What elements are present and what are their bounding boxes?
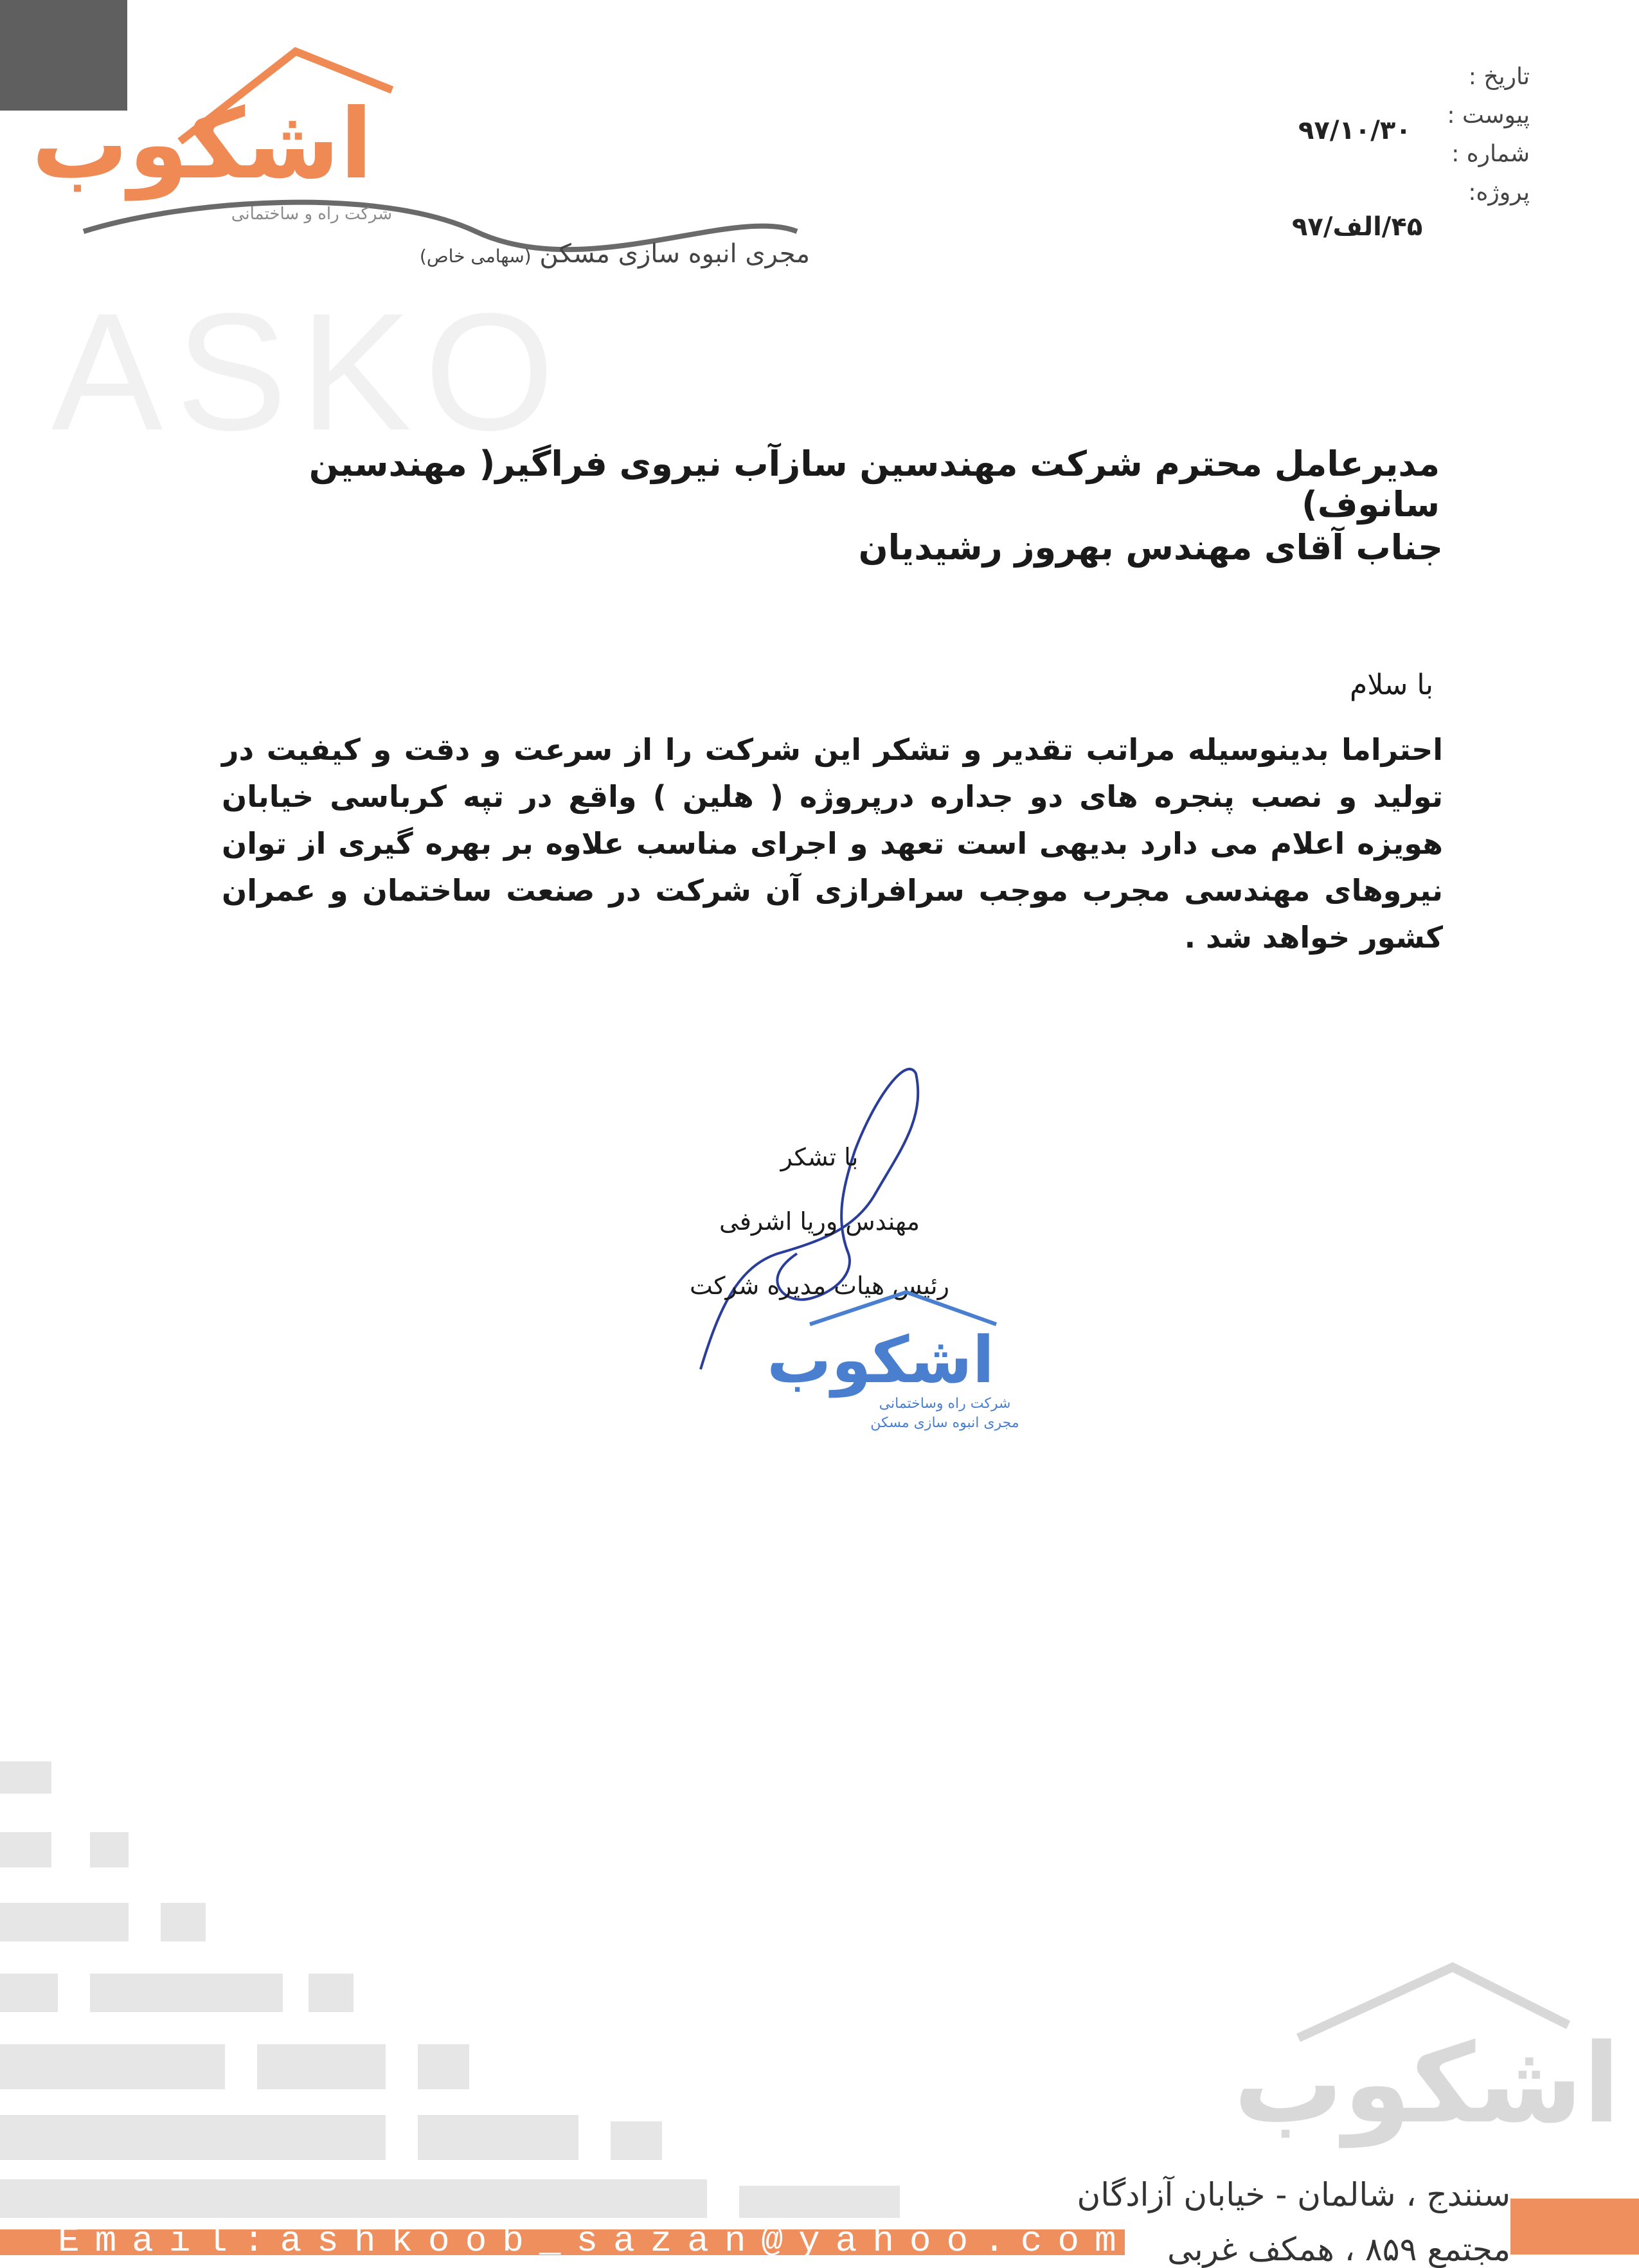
stamp-roof bbox=[810, 1292, 996, 1324]
footer-email: Email:ashkoob_sazan@yahoo.com bbox=[58, 2220, 1132, 2262]
meta-label-date: تاریخ : bbox=[1468, 64, 1530, 90]
addressee-line1: مدیرعامل محترم شرکت مهندسین سازآب نیروی فراگیر( مهندسین سانوف) bbox=[309, 444, 1440, 525]
closing-title: رئیس هیات مدیره شرکت bbox=[690, 1272, 949, 1300]
logo-wordmark: اشکوب bbox=[31, 89, 373, 201]
addressee-line2: جناب آقای مهندس بهروز رشیدیان bbox=[858, 527, 1443, 568]
meta-label-number: شماره : bbox=[1451, 141, 1530, 167]
company-stamp bbox=[752, 1286, 1022, 1440]
meta-label-attachment: پیوست : bbox=[1447, 102, 1530, 129]
tagline-paren: (سهامی خاص) bbox=[419, 246, 532, 267]
closing-name: مهندس وریا اشرفی bbox=[719, 1207, 920, 1236]
meta-number-value: ۴۵/الف/۹۷ bbox=[1292, 212, 1423, 242]
logo-subtitle: شرکت راه و ساختمانی bbox=[231, 204, 392, 224]
meta-date-value: ۹۷/۱۰/۳۰ bbox=[1298, 116, 1411, 145]
closing-thanks: با تشکر bbox=[780, 1143, 859, 1171]
tagline-text: مجری انبوه سازی مسکن bbox=[539, 239, 810, 269]
footer-logo bbox=[1233, 1954, 1620, 2160]
greeting: با سلام bbox=[1349, 669, 1433, 701]
company-tagline bbox=[360, 239, 810, 269]
footer-address-line2: مجتمع ۸۵۹ ، همکف غربی bbox=[1167, 2231, 1510, 2268]
footer-address-line1: سنندج ، شالمان - خیابان آزادگان bbox=[1077, 2176, 1510, 2213]
background-watermark: ASKO bbox=[51, 279, 568, 465]
stamp-line2: مجری انبوه سازی مسکن bbox=[870, 1415, 1019, 1431]
body-paragraph: احتراما بدینوسیله مراتب تقدیر و تشکر این شرکت را از سرعت و دقت و کیفیت در تولید و نصب پنجره های دو جداره درپروژه ( هلین ) واقع در تپه کرباسی خیابان هویزه اعلام می دارد بدیهی است تعهد و اجرای مناسب علاوه بر بهره گیری از توان نیروهای مهندسی مجرب موجب سرافرازی آن شرکت در صنعت ساختمان و عمران کشور خواهد شد . bbox=[222, 732, 1443, 955]
meta-label-project: پروژه: bbox=[1468, 179, 1530, 206]
footer-logo-word: اشکوب bbox=[1233, 2021, 1620, 2148]
stamp-line1: شرکت راه وساختمانی bbox=[879, 1396, 1011, 1412]
stamp-word: اشکوب bbox=[767, 1322, 994, 1398]
footer-orange-block bbox=[1510, 2199, 1639, 2254]
